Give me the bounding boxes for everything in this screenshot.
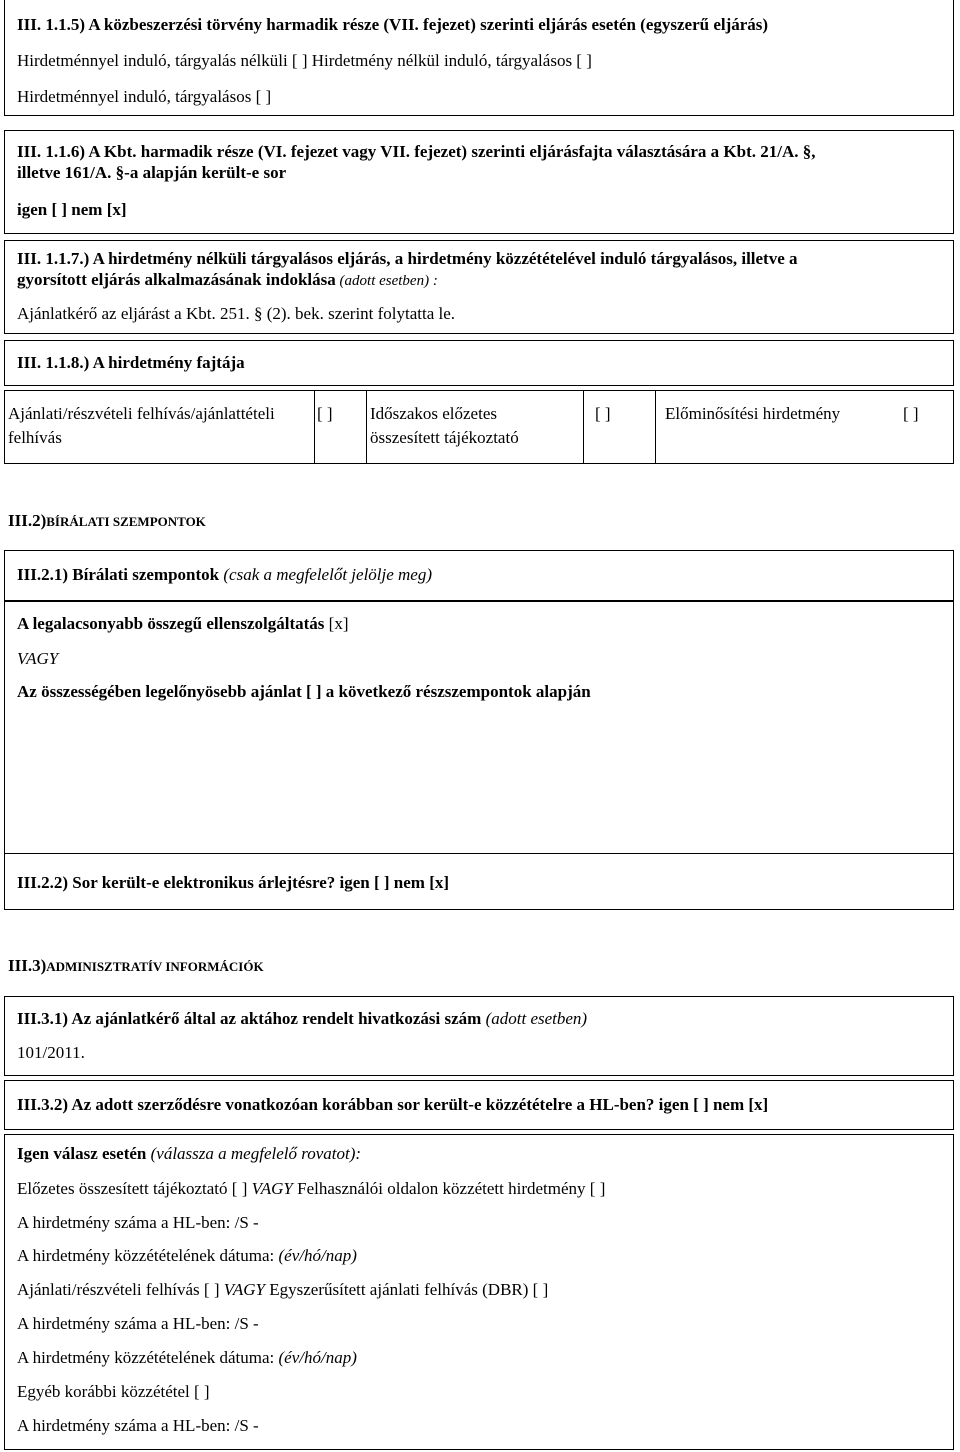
section-3-2-1-title-wrap — [17, 564, 432, 586]
section-3-2-heading-text: BÍRÁLATI SZEMPONTOK — [46, 514, 206, 529]
section-1-1-7 — [4, 240, 954, 334]
pub-line-2: A hirdetmény száma a HL-ben: /S - — [17, 1213, 259, 1232]
criterion-2: Az összességében legelőnyösebb ajánlat [ ] a következő részszempontok alapján — [17, 682, 591, 701]
section-1-1-8-title: III. 1.1.8.) A hirdetmény fajtája — [17, 353, 245, 372]
section-1-1-7-text: Ajánlatkérő az eljárást a Kbt. 251. § (2). bek. szerint folytatta le. — [17, 304, 456, 323]
yes-answer-title: Igen válasz esetén — [17, 1144, 147, 1163]
section-1-1-6-title-l2: illetve 161/A. §-a alapján került-e sor — [17, 163, 287, 182]
section-3-3-1-note: (adott esetben) — [481, 1009, 588, 1028]
section-3-2-1-title: III.2.1) Bírálati szempontok — [17, 565, 220, 584]
section-3-3-1-title-wrap — [17, 1008, 587, 1030]
criterion-1: A legalacsonyabb összegű ellenszolgáltatás — [17, 614, 325, 633]
section-3-3-heading-num: III.3) — [8, 956, 47, 975]
section-1-1-7-title-l2: gyorsított eljárás alkalmazásának indoklása — [17, 270, 336, 289]
pub-line-4 — [17, 1279, 548, 1301]
criteria-box — [4, 600, 954, 910]
pub-line-6a: A hirdetmény közzétételének dátuma: — [17, 1348, 279, 1367]
section-3-2-heading — [8, 511, 206, 531]
pub-line-3-date-format: (év/hó/nap) — [278, 1246, 357, 1265]
criterion-1-mark: [x] — [324, 614, 349, 633]
section-1-1-5-line2: Hirdetménnyel induló, tárgyalásos [ ] — [17, 87, 272, 106]
reference-number: 101/2011. — [17, 1043, 85, 1062]
section-1-1-5 — [4, 0, 954, 116]
notice-type-option-3: Előminősítési hirdetmény — [665, 404, 841, 423]
section-1-1-6-title-l1: III. 1.1.6) A Kbt. harmadik része (VI. fejezet vagy VII. fejezet) szerinti eljárásfajta választására a Kbt. 21/A. §, — [17, 142, 816, 161]
notice-type-option-1: Ajánlati/részvételi felhívás/ajánlattételi felhívás — [8, 404, 275, 447]
notice-type-option-2-mark: [ ] — [595, 404, 611, 423]
pub-line-5: A hirdetmény száma a HL-ben: /S - — [17, 1314, 259, 1333]
pub-line-1-or: VAGY — [251, 1179, 293, 1198]
cell-divider-1 — [314, 391, 315, 463]
pub-line-6-date-format: (év/hó/nap) — [278, 1348, 357, 1367]
cell-divider-4 — [655, 391, 656, 463]
notice-type-option-3-mark: [ ] — [903, 404, 919, 423]
section-3-2-2: III.2.2) Sor került-e elektronikus árlejtésre? igen [ ] nem [x] — [17, 873, 450, 892]
section-3-3-2-title: III.3.2) Az adott szerződésre vonatkozóan korábban sor került-e közzétételre a HL-ben? igen [ ] nem [x] — [17, 1095, 769, 1114]
section-1-1-7-title-l1: III. 1.1.7.) A hirdetmény nélküli tárgyalásos eljárás, a hirdetmény közzétételével induló tárgyalásos, illetve a — [17, 249, 798, 268]
pub-line-4a: Ajánlati/részvételi felhívás [ ] — [17, 1280, 224, 1299]
criterion-1-wrap — [17, 613, 349, 635]
section-3-3-heading — [8, 956, 264, 976]
criteria-divider — [5, 853, 953, 854]
section-3-3-2 — [4, 1080, 954, 1130]
notice-type-option-1-mark: [ ] — [317, 404, 333, 423]
yes-answer-title-wrap — [17, 1143, 361, 1165]
section-1-1-7-title-l2-wrap — [17, 269, 438, 292]
section-1-1-5-title: III. 1.1.5) A közbeszerzési törvény harmadik része (VII. fejezet) szerinti eljárás esetén (egyszerű eljárás) — [17, 15, 769, 34]
pub-line-3 — [17, 1245, 357, 1267]
section-1-1-5-line1: Hirdetménnyel induló, tárgyalás nélküli [ ] Hirdetmény nélkül induló, tárgyalásos [ ] — [17, 51, 592, 70]
section-3-3-1-title: III.3.1) Az ajánlatkérő által az aktához rendelt hivatkozási szám — [17, 1009, 482, 1028]
section-3-3-1 — [4, 996, 954, 1076]
yes-answer-note: (válassza a megfelelő rovatot): — [146, 1144, 362, 1163]
criterion-or: VAGY — [17, 649, 59, 668]
notice-type-table — [4, 390, 954, 464]
section-1-1-7-note: (adott esetben) : — [335, 273, 438, 289]
section-3-3-heading-text: ADMINISZTRATÍV INFORMÁCIÓK — [46, 959, 264, 974]
pub-line-4-or: VAGY — [223, 1280, 265, 1299]
pub-line-3a: A hirdetmény közzétételének dátuma: — [17, 1246, 279, 1265]
pub-line-1c: Felhasználói oldalon közzétett hirdetmény [ ] — [292, 1179, 606, 1198]
pub-line-7: Egyéb korábbi közzététel [ ] — [17, 1382, 210, 1401]
section-3-2-1-header — [4, 550, 954, 602]
cell-divider-3 — [583, 391, 584, 463]
section-1-1-6-answer: igen [ ] nem [x] — [17, 200, 127, 219]
pub-line-1 — [17, 1178, 605, 1200]
section-3-2-heading-num: III.2) — [8, 511, 47, 530]
previous-publications-box — [4, 1134, 954, 1450]
section-3-2-1-note: (csak a megfelelőt jelölje meg) — [219, 565, 433, 584]
section-1-1-6 — [4, 130, 954, 234]
section-1-1-8 — [4, 340, 954, 386]
pub-line-6 — [17, 1347, 357, 1369]
cell-divider-2 — [366, 391, 367, 463]
notice-type-option-2: Időszakos előzetes összesített tájékoztató — [370, 404, 519, 447]
pub-line-4c: Egyszerűsített ajánlati felhívás (DBR) [ ] — [265, 1280, 549, 1299]
pub-line-1a: Előzetes összesített tájékoztató [ ] — [17, 1179, 252, 1198]
pub-line-8: A hirdetmény száma a HL-ben: /S - — [17, 1416, 259, 1435]
